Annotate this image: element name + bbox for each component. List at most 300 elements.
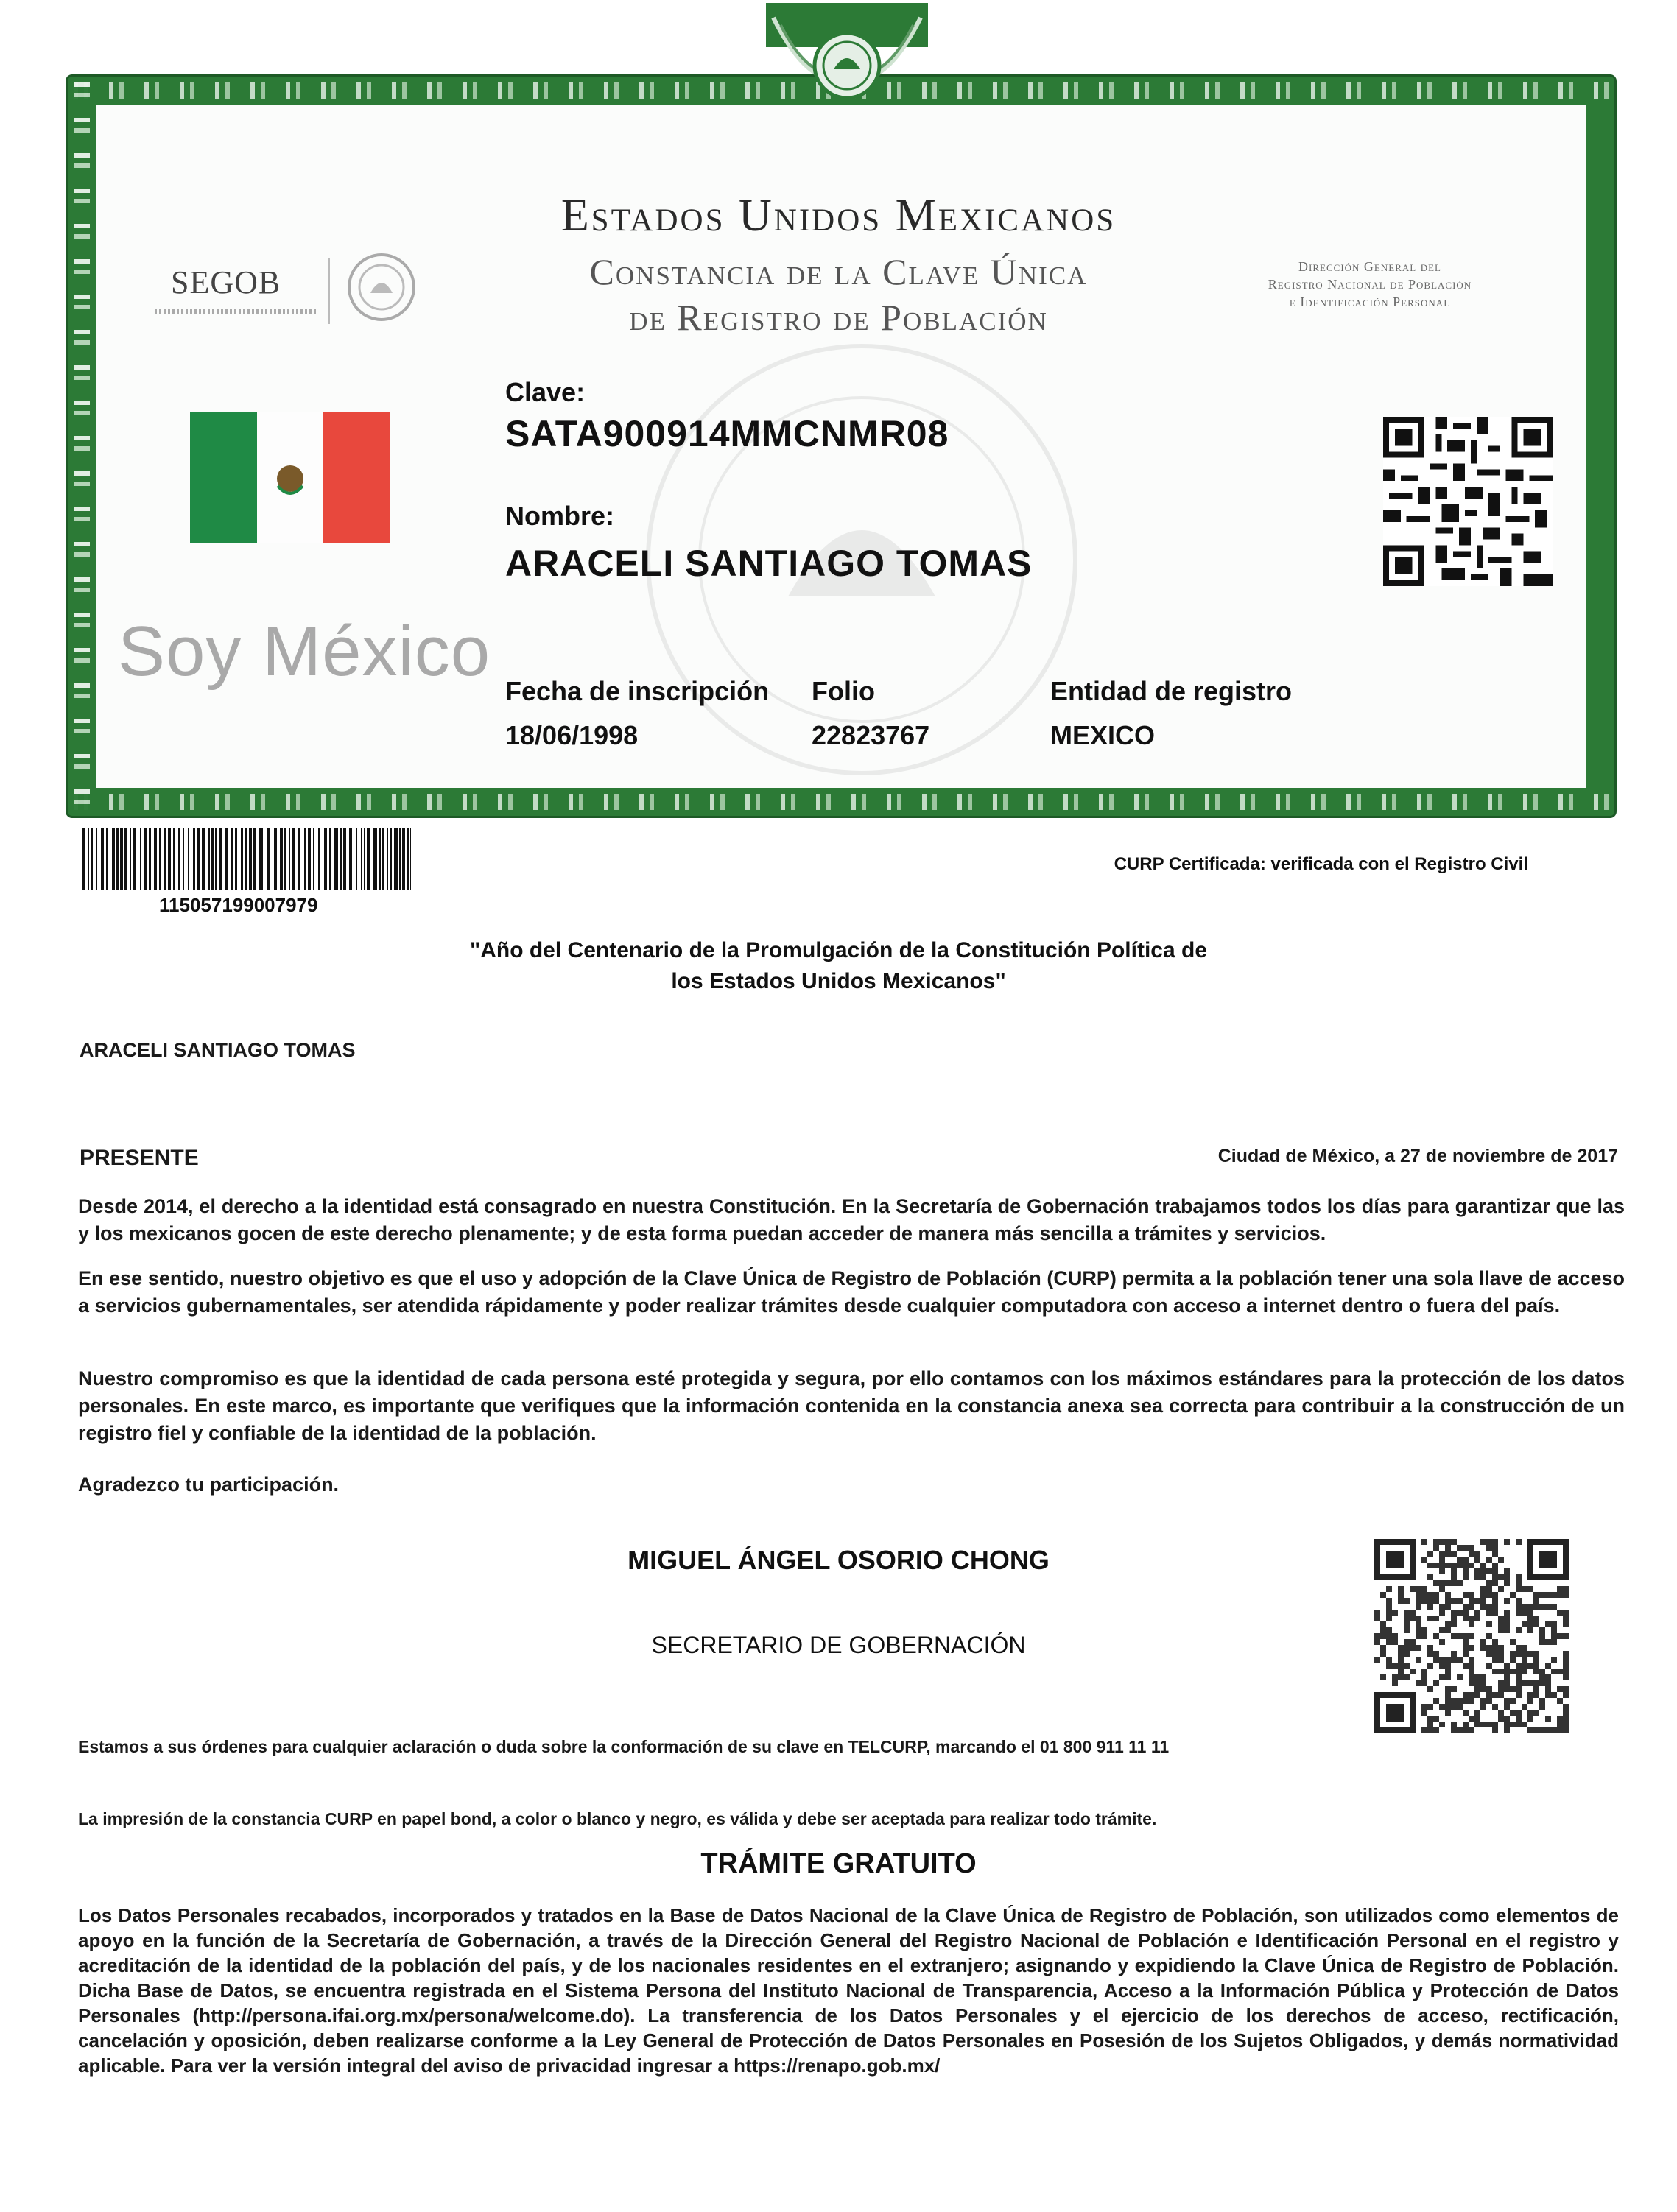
barcode-bar [364,828,365,890]
qr-module [1522,1586,1527,1592]
qr-module [1545,1716,1551,1722]
qr-module [1504,1598,1510,1604]
qr-module [1451,1568,1457,1574]
barcode-bar [116,828,119,890]
qr-module [1457,1545,1463,1551]
qr-module [1527,1710,1533,1716]
qr-module [1486,1722,1492,1727]
qr-module [1433,1616,1439,1621]
qr-module [1433,1727,1439,1733]
qr-module [1463,1563,1469,1568]
qr-module [1445,1710,1451,1716]
qr-module [1522,1657,1527,1663]
barcode-bar [313,828,314,890]
qr-module [1451,1580,1457,1586]
qr-module [1416,1657,1421,1663]
qr-module [1522,1663,1527,1669]
qr-module [1533,1692,1539,1698]
barcode-bar [91,828,93,890]
barcode-bar [304,828,306,890]
qr-module [1527,1727,1533,1733]
qr-module [1486,1568,1492,1574]
qr-module [1404,1674,1410,1680]
barcode-bar [308,828,311,890]
qr-module [1498,1621,1504,1627]
barcode-bar [197,828,200,890]
barcode-bar [249,828,252,890]
qr-module [1510,1698,1516,1704]
qr-module [1421,1704,1427,1710]
qr-module [1516,1645,1522,1651]
presente-label: PRESENTE [80,1146,199,1170]
qr-module [1439,1663,1445,1669]
qr-module [1451,1651,1457,1657]
qr-module [1427,1645,1433,1651]
qr-module [1410,1616,1416,1621]
qr-module [1416,1616,1421,1621]
qr-module [1439,1580,1445,1586]
qr-module [1492,1592,1498,1598]
qr-module [1504,1727,1510,1733]
place-date: Ciudad de México, a 27 de noviembre de 2017 [1217,1146,1618,1166]
qr-module [1427,1686,1433,1692]
qr-module [1510,1722,1516,1727]
qr-module [1545,1727,1551,1733]
qr-module [1398,1598,1404,1604]
qr-module [1516,1604,1522,1610]
qr-module [1469,1663,1474,1669]
barcode-bar [208,828,210,890]
qr-module [1445,1627,1451,1633]
barcode-bar [101,828,104,890]
qr-module [1451,1657,1457,1663]
qr-module [1527,1604,1533,1610]
qr-module [1563,1716,1569,1722]
qr-module [1457,1674,1463,1680]
barcode-bar [235,828,237,890]
qr-module [1486,1663,1492,1669]
title-constancia: Constancia de la Clave Única [589,251,1088,292]
qr-module [1492,1722,1498,1727]
qr-module [1486,1592,1492,1598]
barcode-bar [356,828,357,890]
signer-name: MIGUEL ÁNGEL OSORIO CHONG [627,1545,1050,1575]
qr-module [1498,1657,1504,1663]
qr-module [1486,1692,1492,1698]
barcode-bar [394,828,398,890]
signature-qr-code-icon [1374,1539,1569,1733]
qr-module [1386,1639,1392,1645]
signer-title: SECRETARIO DE GOBERNACIÓN [651,1632,1026,1658]
qr-module [1522,1645,1527,1651]
qr-module [1451,1598,1457,1604]
qr-module [1463,1692,1469,1698]
barcode-bar [149,828,151,890]
qr-module [1516,1580,1522,1586]
qr-module [1404,1610,1410,1616]
qr-module [1480,1586,1486,1592]
qr-module [1469,1645,1474,1651]
qr-module [1392,1663,1398,1669]
barcode-bar [188,828,189,890]
qr-module [1421,1598,1427,1604]
entidad-registro-value: MEXICO [1050,720,1156,750]
barcode-bar [259,828,263,890]
qr-module [1551,1669,1557,1674]
barcode-bar [112,828,115,890]
fecha-inscripcion-value: 18/06/1998 [505,720,639,750]
barcode-icon [82,828,411,890]
qr-module [1386,1616,1392,1621]
qr-module [1463,1663,1469,1669]
qr-module [1563,1727,1569,1733]
qr-module [1522,1610,1527,1616]
barcode-bar [410,828,411,890]
qr-module [1445,1704,1451,1710]
barcode-bar [245,828,247,890]
qr-module [1380,1674,1386,1680]
qr-module [1504,1722,1510,1727]
qr-module [1421,1669,1427,1674]
qr-module [1421,1727,1427,1733]
qr-module [1451,1704,1457,1710]
qr-module [1545,1604,1551,1610]
qr-module [1398,1663,1404,1669]
qr-module [1504,1574,1510,1580]
barcode-bar [373,828,377,890]
qr-module [1539,1680,1545,1686]
qr-module [1427,1716,1433,1722]
qr-module [1463,1651,1469,1657]
qr-module [1404,1651,1410,1657]
qr-module [1392,1633,1398,1639]
barcode-bar [274,828,277,890]
qr-module [1480,1592,1486,1598]
qr-module [1398,1586,1404,1592]
qr-module [1445,1657,1451,1663]
qr-module [1463,1727,1469,1733]
qr-module [1474,1680,1480,1686]
qr-module [1551,1592,1557,1598]
qr-module [1445,1545,1451,1551]
qr-module [1469,1616,1474,1621]
qr-code-icon [1383,417,1553,586]
qr-module [1439,1539,1445,1545]
qr-module [1533,1616,1539,1621]
barcode-bar [318,828,320,890]
qr-module [1445,1580,1451,1586]
qr-module [1480,1704,1486,1710]
qr-module [1545,1621,1551,1627]
qr-module [1563,1692,1569,1698]
qr-module [1421,1633,1427,1639]
qr-module [1421,1627,1427,1633]
qr-module [1510,1669,1516,1674]
qr-module [1498,1710,1504,1716]
qr-module [1492,1551,1498,1557]
qr-module [1439,1704,1445,1710]
qr-module [1469,1692,1474,1698]
segob-subtitle-line [155,309,317,314]
qr-module [1516,1716,1522,1722]
qr-module [1527,1663,1533,1669]
qr-module [1445,1539,1451,1545]
qr-module [1486,1610,1492,1616]
qr-module [1563,1686,1569,1692]
qr-module [1433,1698,1439,1704]
qr-module [1404,1639,1410,1645]
barcode-bar [215,828,217,890]
qr-module [1463,1610,1469,1616]
qr-module [1404,1598,1410,1604]
clave-value: SATA900914MMCNMR08 [505,413,949,454]
qr-module [1469,1545,1474,1551]
year-motto [0,935,1677,997]
barcode-bar [144,828,147,890]
qr-module [1474,1574,1480,1580]
direccion-line-3: e Identificación Personal [1289,295,1451,309]
qr-module [1551,1692,1557,1698]
qr-module [1545,1674,1551,1680]
letter-paragraph-1: Desde 2014, el derecho a la identidad está consagrado en nuestra Constitución. En la Secretaría de Gobernación trabajamos todos los días para garantizar que las y los mexicanos gocen de este derecho plenamente; y de esta forma puedan acceder de manera más sencilla a trámites y servicios. [78,1195,1625,1244]
qr-module [1551,1639,1557,1645]
barcode-bar [402,828,405,890]
barcode-bar [154,828,157,890]
qr-module [1474,1686,1480,1692]
mexican-flag-icon [190,412,390,543]
qr-module [1416,1621,1421,1627]
qr-module [1439,1627,1445,1633]
qr-module [1439,1586,1445,1592]
qr-module [1522,1651,1527,1657]
qr-module [1533,1663,1539,1669]
qr-module [1416,1680,1421,1686]
qr-module [1504,1698,1510,1704]
qr-module [1492,1645,1498,1651]
qr-module [1486,1698,1492,1704]
qr-module [1486,1621,1492,1627]
qr-module [1451,1610,1457,1616]
qr-module [1374,1610,1380,1616]
qr-module [1386,1604,1392,1610]
qr-module [1480,1639,1486,1645]
qr-module [1416,1598,1421,1604]
qr-module [1421,1539,1427,1545]
qr-module [1510,1657,1516,1663]
qr-module [1451,1539,1457,1545]
qr-module [1398,1645,1404,1651]
barcode-bar [96,828,97,890]
qr-module [1439,1557,1445,1563]
qr-module [1451,1551,1457,1557]
qr-module [1463,1616,1469,1621]
qr-module [1533,1657,1539,1663]
barcode-bar [367,828,370,890]
qr-module [1516,1710,1522,1716]
qr-module [1463,1722,1469,1727]
qr-module [1463,1592,1469,1598]
qr-module [1516,1663,1522,1669]
qr-module [1527,1680,1533,1686]
qr-module [1504,1716,1510,1722]
barcode-number: 115057199007979 [159,894,318,916]
qr-module [1516,1574,1522,1580]
qr-module [1410,1610,1416,1616]
qr-module [1563,1633,1569,1639]
qr-module [1498,1716,1504,1722]
qr-module [1516,1651,1522,1657]
qr-module [1551,1627,1557,1633]
qr-module [1557,1698,1563,1704]
qr-module [1504,1539,1510,1545]
qr-module [1404,1621,1410,1627]
qr-module [1474,1722,1480,1727]
qr-module [1563,1592,1569,1598]
qr-module [1498,1645,1504,1651]
qr-module [1474,1710,1480,1716]
qr-module [1480,1698,1486,1704]
qr-module [1433,1539,1439,1545]
qr-module [1504,1616,1510,1621]
qr-module [1380,1621,1386,1627]
barcode-bar [82,828,85,890]
qr-module [1416,1604,1421,1610]
barcode-bar [399,828,401,890]
qr-module [1445,1592,1451,1598]
qr-module [1439,1604,1445,1610]
qr-module [1545,1592,1551,1598]
barcode-bar [211,828,214,890]
qr-module [1527,1698,1533,1704]
qr-module [1451,1698,1457,1704]
qr-module [1427,1727,1433,1733]
qr-module [1516,1598,1522,1604]
qr-module [1527,1627,1533,1633]
barcode-bar [241,828,243,890]
qr-module [1451,1727,1457,1733]
qr-module [1516,1610,1522,1616]
qr-module [1498,1627,1504,1633]
barcode-bar [130,828,131,890]
year-motto-line-1: "Año del Centenario de la Promulgación de la Constitución Política de [469,938,1208,962]
flag-green-band [190,412,257,543]
barcode-bar [284,828,286,890]
clave-label: Clave: [505,377,586,407]
qr-module [1486,1586,1492,1592]
qr-module [1498,1616,1504,1621]
folio-value: 22823767 [812,720,930,750]
qr-module [1545,1663,1551,1669]
qr-module [1486,1651,1492,1657]
qr-module [1533,1710,1539,1716]
qr-module [1539,1633,1545,1639]
barcode-bar [280,828,283,890]
qr-module [1504,1610,1510,1616]
qr-module [1445,1692,1451,1698]
qr-module [1469,1604,1474,1610]
barcode-bar [202,828,205,890]
qr-module [1374,1616,1380,1621]
qr-module [1451,1686,1457,1692]
qr-module [1457,1598,1463,1604]
qr-module [1463,1645,1469,1651]
qr-module [1433,1657,1439,1663]
qr-module [1374,1639,1380,1645]
qr-module [1427,1722,1433,1727]
qr-module [1374,1657,1380,1663]
qr-module [1427,1551,1433,1557]
segob-logo-text: SEGOB [171,264,281,300]
barcode-bar [120,828,123,890]
qr-module [1492,1651,1498,1657]
qr-module [1410,1586,1416,1592]
qr-module [1492,1639,1498,1645]
barcode-bar [173,828,175,890]
qr-module [1469,1674,1474,1680]
national-seal-icon [766,3,928,113]
qr-module [1463,1574,1469,1580]
qr-module [1539,1669,1545,1674]
qr-module [1516,1722,1522,1727]
qr-module [1533,1651,1539,1657]
qr-module [1486,1580,1492,1586]
qr-module [1492,1574,1498,1580]
qr-module [1486,1539,1492,1545]
qr-module [1504,1680,1510,1686]
qr-module [1474,1674,1480,1680]
qr-module [1463,1557,1469,1563]
qr-module [1492,1539,1498,1545]
qr-module [1492,1568,1498,1574]
qr-module [1492,1692,1498,1698]
qr-module [1427,1563,1433,1568]
qr-module [1457,1580,1463,1586]
barcode-bar [407,828,409,890]
qr-module [1433,1598,1439,1604]
qr-module [1463,1545,1469,1551]
qr-module [1563,1710,1569,1716]
qr-module [1522,1680,1527,1686]
qr-module [1557,1669,1563,1674]
direccion-general-text [1208,258,1532,311]
qr-module [1557,1633,1563,1639]
qr-module [1492,1727,1498,1733]
qr-module [1451,1722,1457,1727]
qr-module [1445,1686,1451,1692]
barcode-bar [140,828,141,890]
qr-module [1469,1551,1474,1557]
qr-module [1427,1651,1433,1657]
qr-module [1410,1669,1416,1674]
qr-module [1492,1704,1498,1710]
qr-module [1533,1686,1539,1692]
qr-module [1498,1557,1504,1563]
qr-module [1516,1586,1522,1592]
qr-module [1386,1657,1392,1663]
qr-module [1386,1598,1392,1604]
qr-module [1510,1686,1516,1692]
qr-module [1427,1574,1433,1580]
qr-module [1486,1686,1492,1692]
barcode-bar [349,828,352,890]
barcode-bar [390,828,392,890]
qr-module [1480,1598,1486,1604]
qr-module [1498,1692,1504,1698]
barcode-bar [298,828,300,890]
qr-module [1457,1704,1463,1710]
qr-module [1451,1633,1457,1639]
barcode-bar [379,828,381,890]
